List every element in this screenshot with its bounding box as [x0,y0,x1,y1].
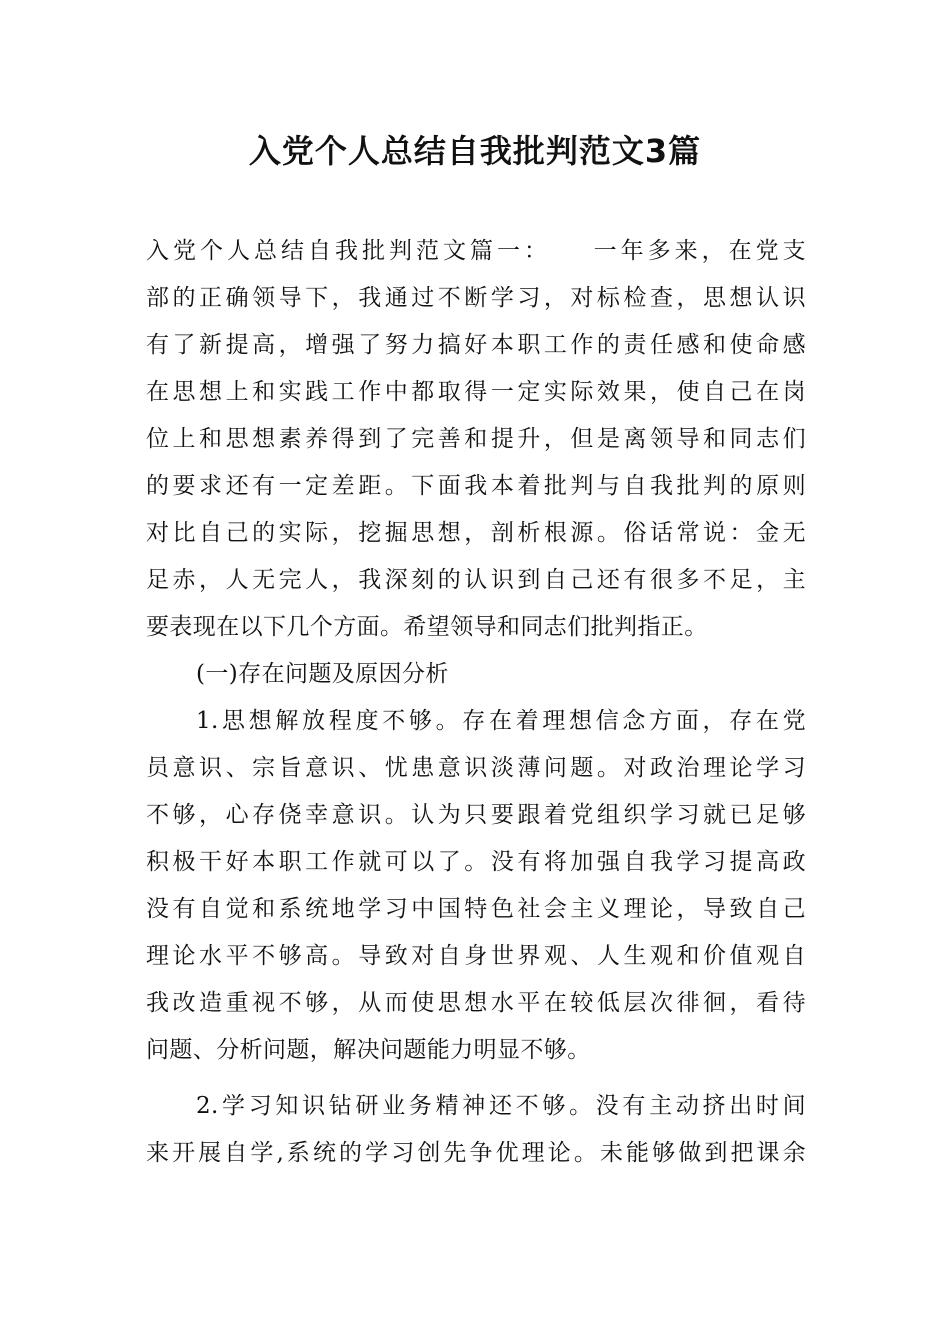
text-line: 在思想上和实践工作中都取得一定实际效果，使自己在岗 [146,379,806,405]
document-body [146,228,806,1177]
section-heading [146,651,806,698]
text-line: 积极干好本职工作就可以了。没有将加强自我学习提高政 [146,849,806,875]
text-line: 足赤，人无完人，我深刻的认识到自己还有很多不足，主 [146,567,806,593]
text-line: 部的正确领导下，我通过不断学习，对标检查，思想认识 [146,285,806,311]
paragraph-intro [146,228,806,651]
text-line: 入党个人总结自我批判范文篇一： 一年多来，在党支 [146,238,806,264]
text-line: 问题、分析问题，解决问题能力明显不够。 [146,1037,591,1063]
text-line: 我改造重视不够，从而使思想水平在较低层次徘徊，看待 [146,990,806,1016]
text-line: 的要求还有一定差距。下面我本着批判与自我批判的原则 [146,473,806,499]
text-line: 没有自觉和系统地学习中国特色社会主义理论，导致自己 [146,896,806,922]
document-title: 入党个人总结自我批判范文3篇 [248,132,702,170]
text-line: 员意识、宗旨意识、忧患意识淡薄问题。对政治理论学习 [146,755,806,781]
text-line: 不够，心存侥幸意识。认为只要跟着党组织学习就已足够 [146,802,806,828]
text-line: 理论水平不够高。导致对自身世界观、人生观和价值观自 [146,943,806,969]
text-line: 要表现在以下几个方面。希望领导和同志们批判指正。 [146,614,708,640]
text-line: 对比自己的实际，挖掘思想，剖析根源。俗话常说：金无 [146,520,806,546]
text-line: 有了新提高，增强了努力搞好本职工作的责任感和使命感 [146,332,806,358]
text-line: 来开展自学,系统的学习创先争优理论。未能够做到把课余 [146,1140,806,1166]
text-line: 位上和思想素养得到了完善和提升，但是离领导和同志们 [146,426,806,452]
paragraph-point-2 [146,1083,806,1177]
text-line: 2.学习知识钻研业务精神还不够。没有主动挤出时间 [196,1093,806,1119]
paragraph-point-1 [146,698,806,1074]
text-line: 1.思想解放程度不够。存在着理想信念方面，存在党 [196,708,806,734]
section-heading-text: (一)存在问题及原因分析 [196,661,449,687]
